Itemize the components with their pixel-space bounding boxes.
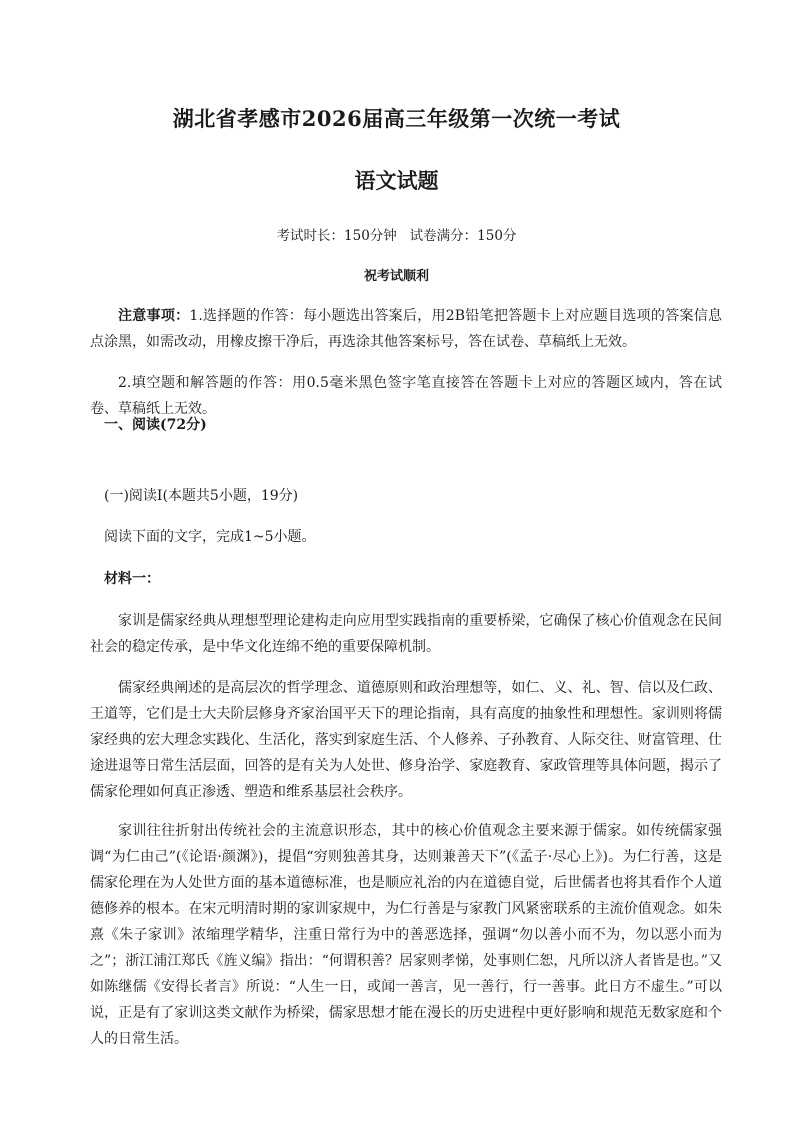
paragraph-1: 家训是儒家经典从理想型理论建构走向应用型实践指南的重要桥梁，它确保了核心价值观念在民间社会的稳定传承，是中华文化连绵不绝的重要保障机制。 [90,613,722,655]
page-title: 湖北省孝感市2026届高三年级第一次统一考试 [172,106,621,131]
paragraph-3: 家训往往折射出传统社会的主流意识形态，其中的核心价值观念主要来源于儒家。如传统儒家强调“为仁由己”(《论语·颜渊》)，提倡“穷则独善其身，达则兼善天下”(《孟子·尽心上》)。为仁行善，这是儒家伦理在为人处世方面的基本道德标准，也是顺应礼治的内在道德自觉，后世儒者也将其看作个人道德修养的根本。在宋元明清时期的家训家规中，为仁行善是与家教门风紧密联系的主流价值观念。如朱熹《朱子家训》浓缩理学精华，注重日常行为中的善恶选择，强调“勿以善小而不为，勿以恶小而为之”；浙江浦江郑氏《旌义编》指出：“何谓积善？居家则孝悌，处事则仁恕，凡所以济人者皆是也。”又如陈继儒《安得长者言》所说：“人生一日，或闻一善言，见一善行，行一善事。此日方不虚生。”可以说，正是有了家训这类文献作为桥梁，儒家思想才能在漫长的历史进程中更好影响和规范无数家庭和个人的日常生活。 [90,823,722,1047]
notice-item-1 [90,303,722,355]
exam-wish: 祝考试顺利 [363,269,429,284]
exam-meta: 考试时长：150分钟 试卷满分：150分 [276,228,517,244]
exam-subject-title: 语文试题 [354,168,439,193]
notice-item-1-text: 1.选择题的作答：每小题选出答案后，用2B铅笔把答题卡上对应题目选项的答案信息点涂黑，如需改动，用橡皮擦干净后，再选涂其他答案标号，答在试卷、草稿纸上无效。 [90,308,722,350]
reading-instruction: 阅读下面的文字，完成1~5小题。 [104,529,316,545]
section-heading: 一、阅读(72分) [104,417,207,433]
notice-label: 注意事项： [118,308,190,324]
subsection-heading: (一)阅读Ⅰ(本题共5小题，19分) [104,488,299,504]
material-label: 材料一： [104,571,160,587]
notice-item-2: 2.填空题和解答题的作答：用0.5毫米黑色签字笔直接答在答题卡上对应的答题区域内，答在试卷、草稿纸上无效。 [90,375,722,417]
paragraph-2: 儒家经典阐述的是高层次的哲学理念、道德原则和政治理想等，如仁、义、礼、智、信以及仁政、王道等，它们是士大夫阶层修身齐家治国平天下的理论指南，具有高度的抽象性和理想性。家训则将儒家经典的宏大理念实践化、生活化，落实到家庭生活、个人修养、子孙教育、人际交往、财富管理、仕途进退等日常生活层面，回答的是有关为人处世、修身治学、家庭教育、家政管理等具体问题，揭示了儒家伦理如何真正渗透、塑造和维系基层社会秩序。 [90,680,722,800]
